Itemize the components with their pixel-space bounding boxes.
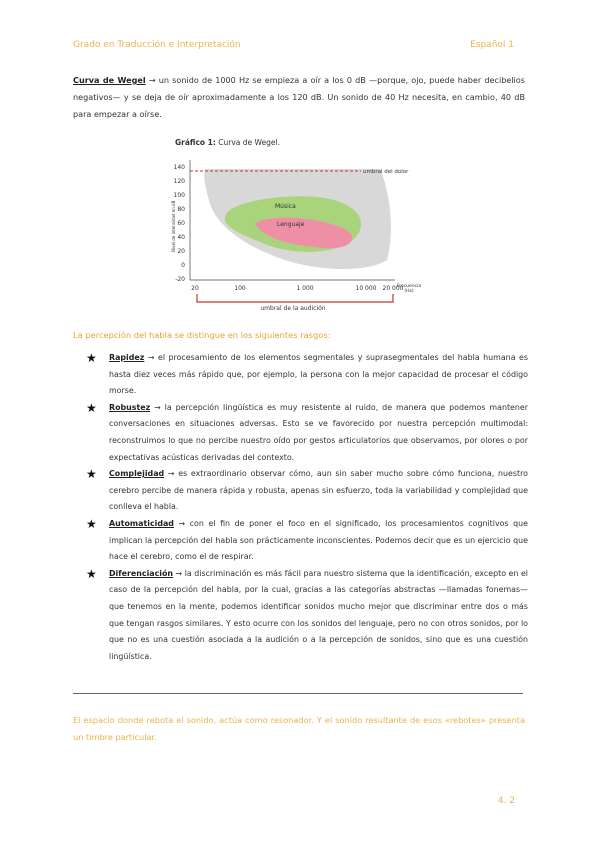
y-tick: 140 [173, 164, 185, 171]
feature-text: → con el fin de poner el foco en el significado, los procesamientos cognitivos que implican la percepción del habla son prácticamente inconscientes. Podemos decir que es un ejercicio que hace el cerebro, como el de respirar. [109, 518, 528, 562]
y-tick: 100 [173, 192, 185, 199]
y-tick: 80 [177, 206, 185, 213]
music-label: Música [275, 203, 296, 210]
y-axis-label: Nivel de intensidad en dB [171, 200, 176, 252]
figure-title-rest: Curva de Wegel. [215, 138, 280, 147]
feature-term: Complejidad [109, 469, 165, 479]
y-tick: -20 [175, 276, 185, 283]
hearing-threshold-label: umbral de la audición [260, 305, 326, 312]
feature-term: Diferenciación [109, 568, 174, 578]
feature-text: → la discriminación es más fácil para nuestro sistema que la identificación, excepto en el caso de la percepción del habla, por la cual, gracias a las categorías abstractas —llamadas fonemas— que tenemos en la mente, podemos identificar sonidos mucho mejor que discriminar entre dos o más que tengan rasgos similares. Y esto ocurre con los sonidos del lenguaje, pero no con otros sonidos, por lo que no es una cuestión asociada a la audición o a la percepción de sonidos, sino que es una cuestión lingüística. [109, 568, 528, 661]
intro-text: → un sonido de 1000 Hz se empieza a oír a los 0 dB —porque, ojo, puede haber decibelios negativos— y se deja de oír aproximadamente a los 120 dB. Un sonido de 40 Hz necesita, en cambio, 40 dB para empezar a oírse. [73, 75, 525, 119]
figure-title-bold: Gráfico 1: [175, 138, 216, 147]
star-icon: ★ [86, 467, 97, 482]
feature-term: Automaticidad [109, 518, 174, 528]
list-item [86, 466, 528, 516]
pain-threshold-label: umbral del dolor [363, 169, 409, 175]
x-axis-unit: (Hz) [404, 289, 414, 294]
y-tick: 20 [177, 248, 185, 255]
header-subject: Español 1 [470, 40, 514, 50]
star-icon: ★ [86, 516, 97, 531]
figure-title [175, 138, 280, 147]
features-list [86, 350, 528, 665]
wegel-curve-figure [165, 132, 425, 312]
footnote: El espacio donde rebota el sonido, actúa como resonador. Y el sonido resultante de esos «rebotes» presenta un timbre particular. [73, 715, 525, 742]
divider [73, 693, 523, 694]
x-tick: 1 000 [296, 285, 314, 292]
y-tick: 40 [177, 234, 185, 241]
language-label: Lenguaje [277, 221, 305, 228]
x-tick: 20 [191, 285, 199, 292]
x-tick-labels [191, 285, 403, 292]
y-tick: 60 [177, 220, 185, 227]
feature-term: Robustez [109, 402, 151, 412]
y-tick: 120 [173, 178, 185, 185]
header-course: Grado en Traducción e Interpretación [73, 40, 241, 50]
feature-text: → la percepción lingüística es muy resistente al ruido, de manera que podemos mantener conversaciones en situaciones adversas. Esto se ve favorecido por nuestra percepción multimodal: reconstruimos lo que no percibe nuestro oído por gestos articulatorios que observamos, por olores o por expectativas acústicas derivadas del contexto. [109, 402, 528, 462]
y-tick: 0 [181, 262, 185, 269]
x-tick: 100 [234, 285, 246, 292]
feature-text: → es extraordinario observar cómo, aun sin saber mucho sobre cómo funciona, nuestro cerebro percibe de manera rápida y robusta, apenas sin esfuerzo, toda la variabilidad y complejidad que conlleva el habla. [109, 469, 528, 512]
star-icon: ★ [86, 400, 97, 415]
list-item [86, 400, 528, 466]
x-tick: 20 000 [382, 285, 404, 292]
list-item [86, 516, 528, 566]
intro-term: Curva de Wegel [73, 75, 146, 85]
feature-term: Rapidez [109, 353, 145, 362]
page-number: 4. 2 [497, 796, 515, 806]
x-axis-label: Frecuencia [396, 284, 422, 289]
intro-paragraph [73, 72, 525, 123]
section-title: La percepción del habla se distingue en los siguientes rasgos: [73, 330, 331, 340]
feature-text: → el procesamiento de los elementos segmentales y suprasegmentales del habla humana es hasta diez veces más rápido que, por ejemplo, la persona con la mejor capacidad de procesar el código morse. [109, 353, 528, 396]
star-icon: ★ [86, 566, 97, 581]
list-item [86, 566, 528, 666]
list-item [86, 350, 528, 400]
x-tick: 10 000 [355, 285, 377, 292]
star-icon: ★ [86, 351, 97, 365]
hearing-threshold-bracket [197, 294, 393, 302]
